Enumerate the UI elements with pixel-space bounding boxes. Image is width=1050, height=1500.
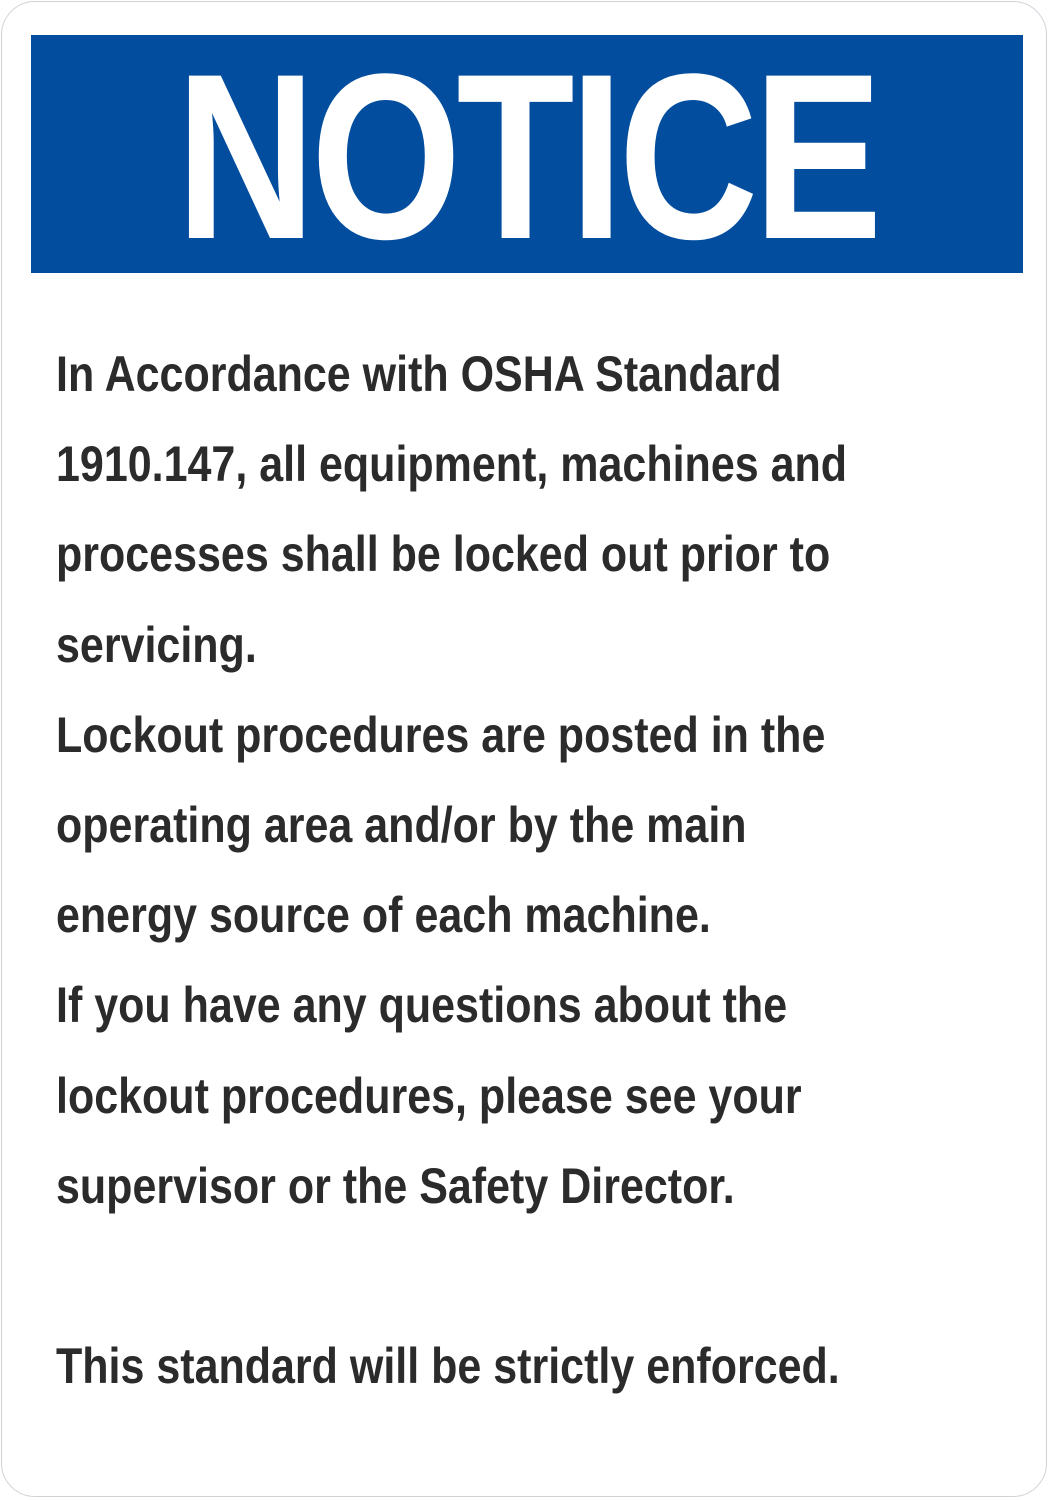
body-line: In Accordance with OSHA Standard [56, 346, 782, 402]
paragraph-gap [56, 1231, 1016, 1321]
body-line: supervisor or the Safety Director. [56, 1157, 735, 1214]
sign-title: NOTICE [176, 35, 878, 273]
paragraph-lockout-procedures [56, 690, 1016, 961]
paragraph-enforcement [56, 1321, 1016, 1411]
body-line: energy source of each machine. [56, 887, 711, 944]
sign-body [56, 329, 1016, 1411]
body-line: operating area and/or by the main [56, 797, 747, 854]
body-line: 1910.147, all equipment, machines and [56, 436, 848, 493]
closing-line: This standard will be strictly enforced. [56, 1338, 840, 1395]
body-line: Lockout procedures are posted in the [56, 706, 826, 763]
body-line: servicing. [56, 616, 257, 673]
header-band [31, 35, 1023, 273]
body-line: If you have any questions about the [56, 977, 788, 1034]
paragraph-osha-standard [56, 329, 1016, 690]
body-line: lockout procedures, please see your [56, 1067, 802, 1124]
body-line: processes shall be locked out prior to [56, 526, 831, 583]
paragraph-questions [56, 960, 1016, 1231]
